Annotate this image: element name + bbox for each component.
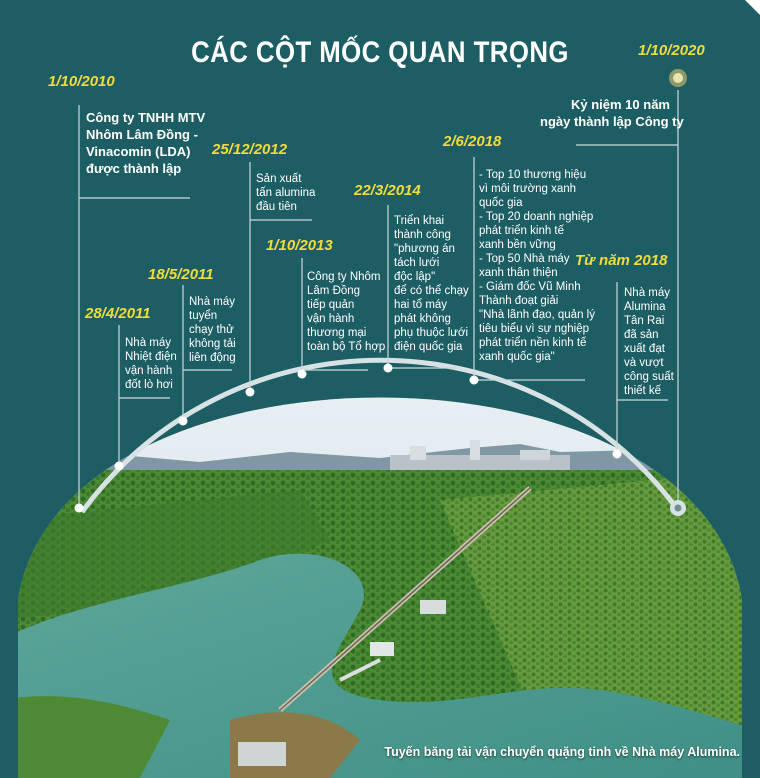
milestone-date: 28/4/2011 [85,305,151,322]
milestone-date: 25/12/2012 [212,141,288,158]
milestone-text: Sản xuất tấn alumina đầu tiên [256,173,316,213]
milestone-text: Công ty Nhôm Lâm Đồng tiếp quản vận hành thương mại toàn bộ Tổ hợp [307,271,386,353]
page-title: CÁC CỘT MỐC QUAN TRỌNG [191,36,569,69]
milestone-date: 1/10/2010 [48,73,115,90]
milestone-date: 22/3/2014 [354,182,421,199]
marker-dot [75,504,84,513]
marker-dot [179,417,188,426]
milestone-date: 18/5/2011 [148,266,214,283]
marker-dot [298,370,307,379]
marker-dot [384,364,393,373]
milestone-text: Triển khai thành công "phương án tách lưới độc lập" để có thể chạy hai tổ máy phát không phụ thuộc lưới điện quốc gia [394,215,469,353]
top-marker-inner [673,73,683,83]
end-marker-center [675,505,682,512]
marker-dot [470,376,479,385]
marker-dot [246,388,255,397]
milestone-text: Công ty TNHH MTV Nhôm Lâm Đồng - Vinacomin (LDA) được thành lập [86,110,206,176]
marker-dot [115,462,124,471]
milestone-date: 1/10/2020 [638,42,705,59]
milestone-date: Từ năm 2018 [575,252,668,269]
milestone-date: 1/10/2013 [266,237,333,254]
marker-dot [613,450,622,459]
milestone-text: - Top 10 thương hiệu vì môi trường xanh quốc gia - Top 20 doanh nghiệp phát triển kinh tế xanh bền vững - Top 50 Nhà máy xanh thân thiện - Giám đốc Vũ Minh Thành đoạt giải "Nhà lãnh đạo, quản lý tiêu biểu vì sự nghiệp phát triển nền kinh tế xanh quốc gia" [479,169,595,363]
milestone-text: Nhà máy Nhiệt điện vận hành đốt lò hơi [125,337,177,391]
milestone-text: Kỷ niệm 10 năm ngày thành lập Công ty [540,97,684,129]
milestone-date: 2/6/2018 [443,133,502,150]
milestone-text: Nhà máy tuyển chạy thử không tải liên động [189,296,236,364]
milestone-text: Nhà máy Alumina Tân Rai đã sản xuất đạt và vượt công suất thiết kế [624,287,674,397]
photo-caption: Tuyến băng tải vận chuyển quặng tinh về Nhà máy Alumina. [384,745,740,759]
